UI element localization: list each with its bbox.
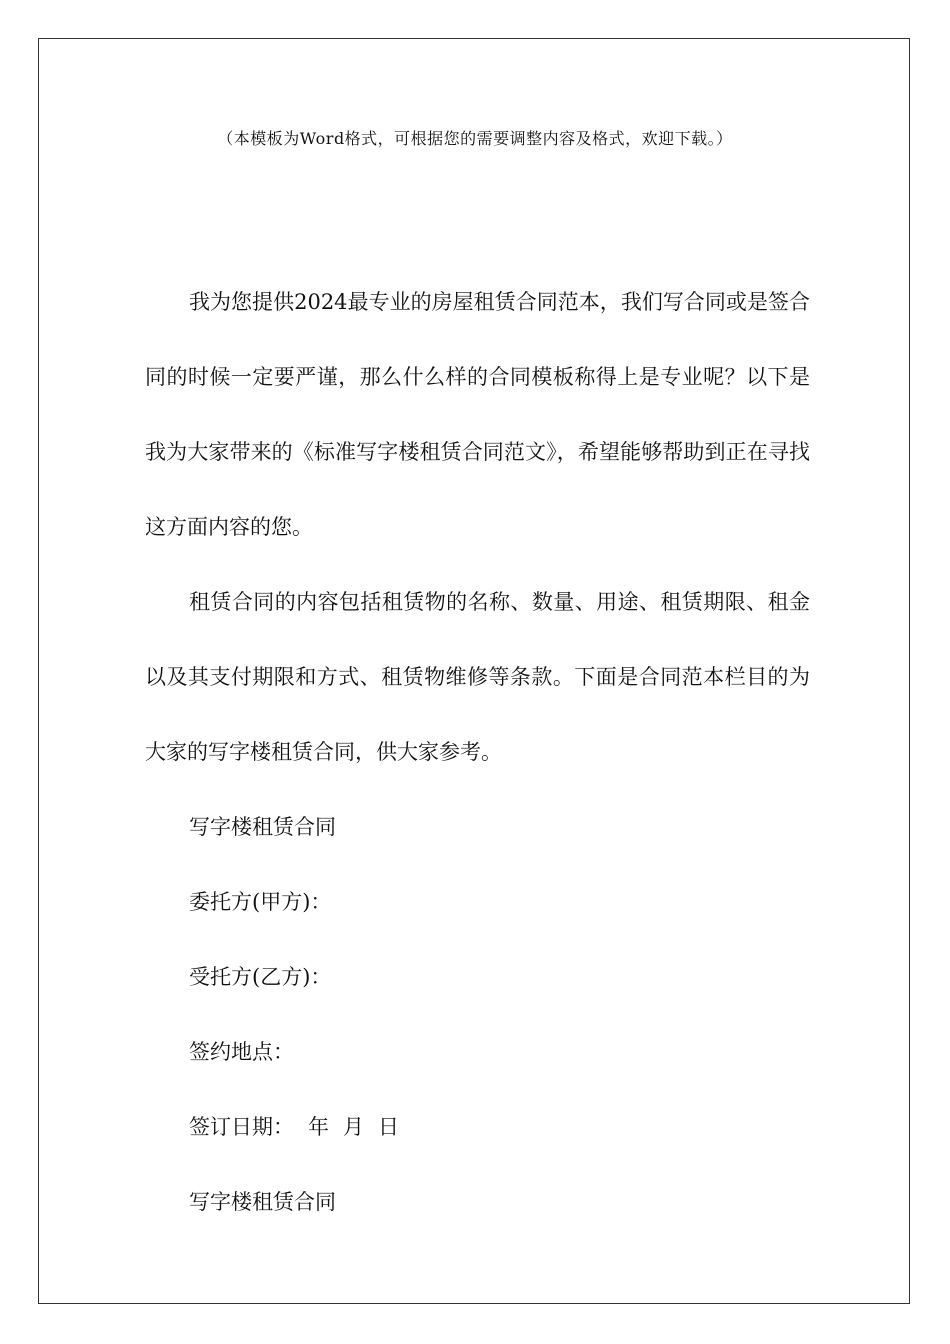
party-b-line: 受托方(乙方)： <box>189 965 332 989</box>
sign-place-line: 签约地点： <box>189 1040 294 1064</box>
template-header-note: （本模板为Word格式，可根据您的需要调整内容及格式，欢迎下载。） <box>217 129 733 148</box>
description-paragraph: 租赁合同的内容包括租赁物的名称、数量、用途、租赁期限、租金以及其支付期限和方式、租赁物维修等条款。下面是合同范本栏目的为大家的写字楼租赁合同，供大家参考。 <box>145 590 810 764</box>
contract-title: 写字楼租赁合同 <box>189 815 336 839</box>
sign-date-line <box>145 1090 810 1165</box>
sign-date-month: 月 <box>343 1115 364 1139</box>
sign-date-day: 日 <box>378 1115 399 1139</box>
party-a-line: 委托方(甲方)： <box>189 890 332 914</box>
intro-paragraph: 我为您提供2024最专业的房屋租赁合同范本，我们写合同或是签合同的时候一定要严谨，那么什么样的合同模板称得上是专业呢？以下是我为大家带来的《标准写字楼租赁合同范文》，希望能够帮助到正在寻找这方面内容的您。 <box>145 290 810 539</box>
contract-title-repeat: 写字楼租赁合同 <box>189 1190 336 1214</box>
document-body <box>145 265 810 1240</box>
sign-date-year: 年 <box>308 1115 329 1139</box>
sign-date-label: 签订日期： <box>189 1115 294 1139</box>
